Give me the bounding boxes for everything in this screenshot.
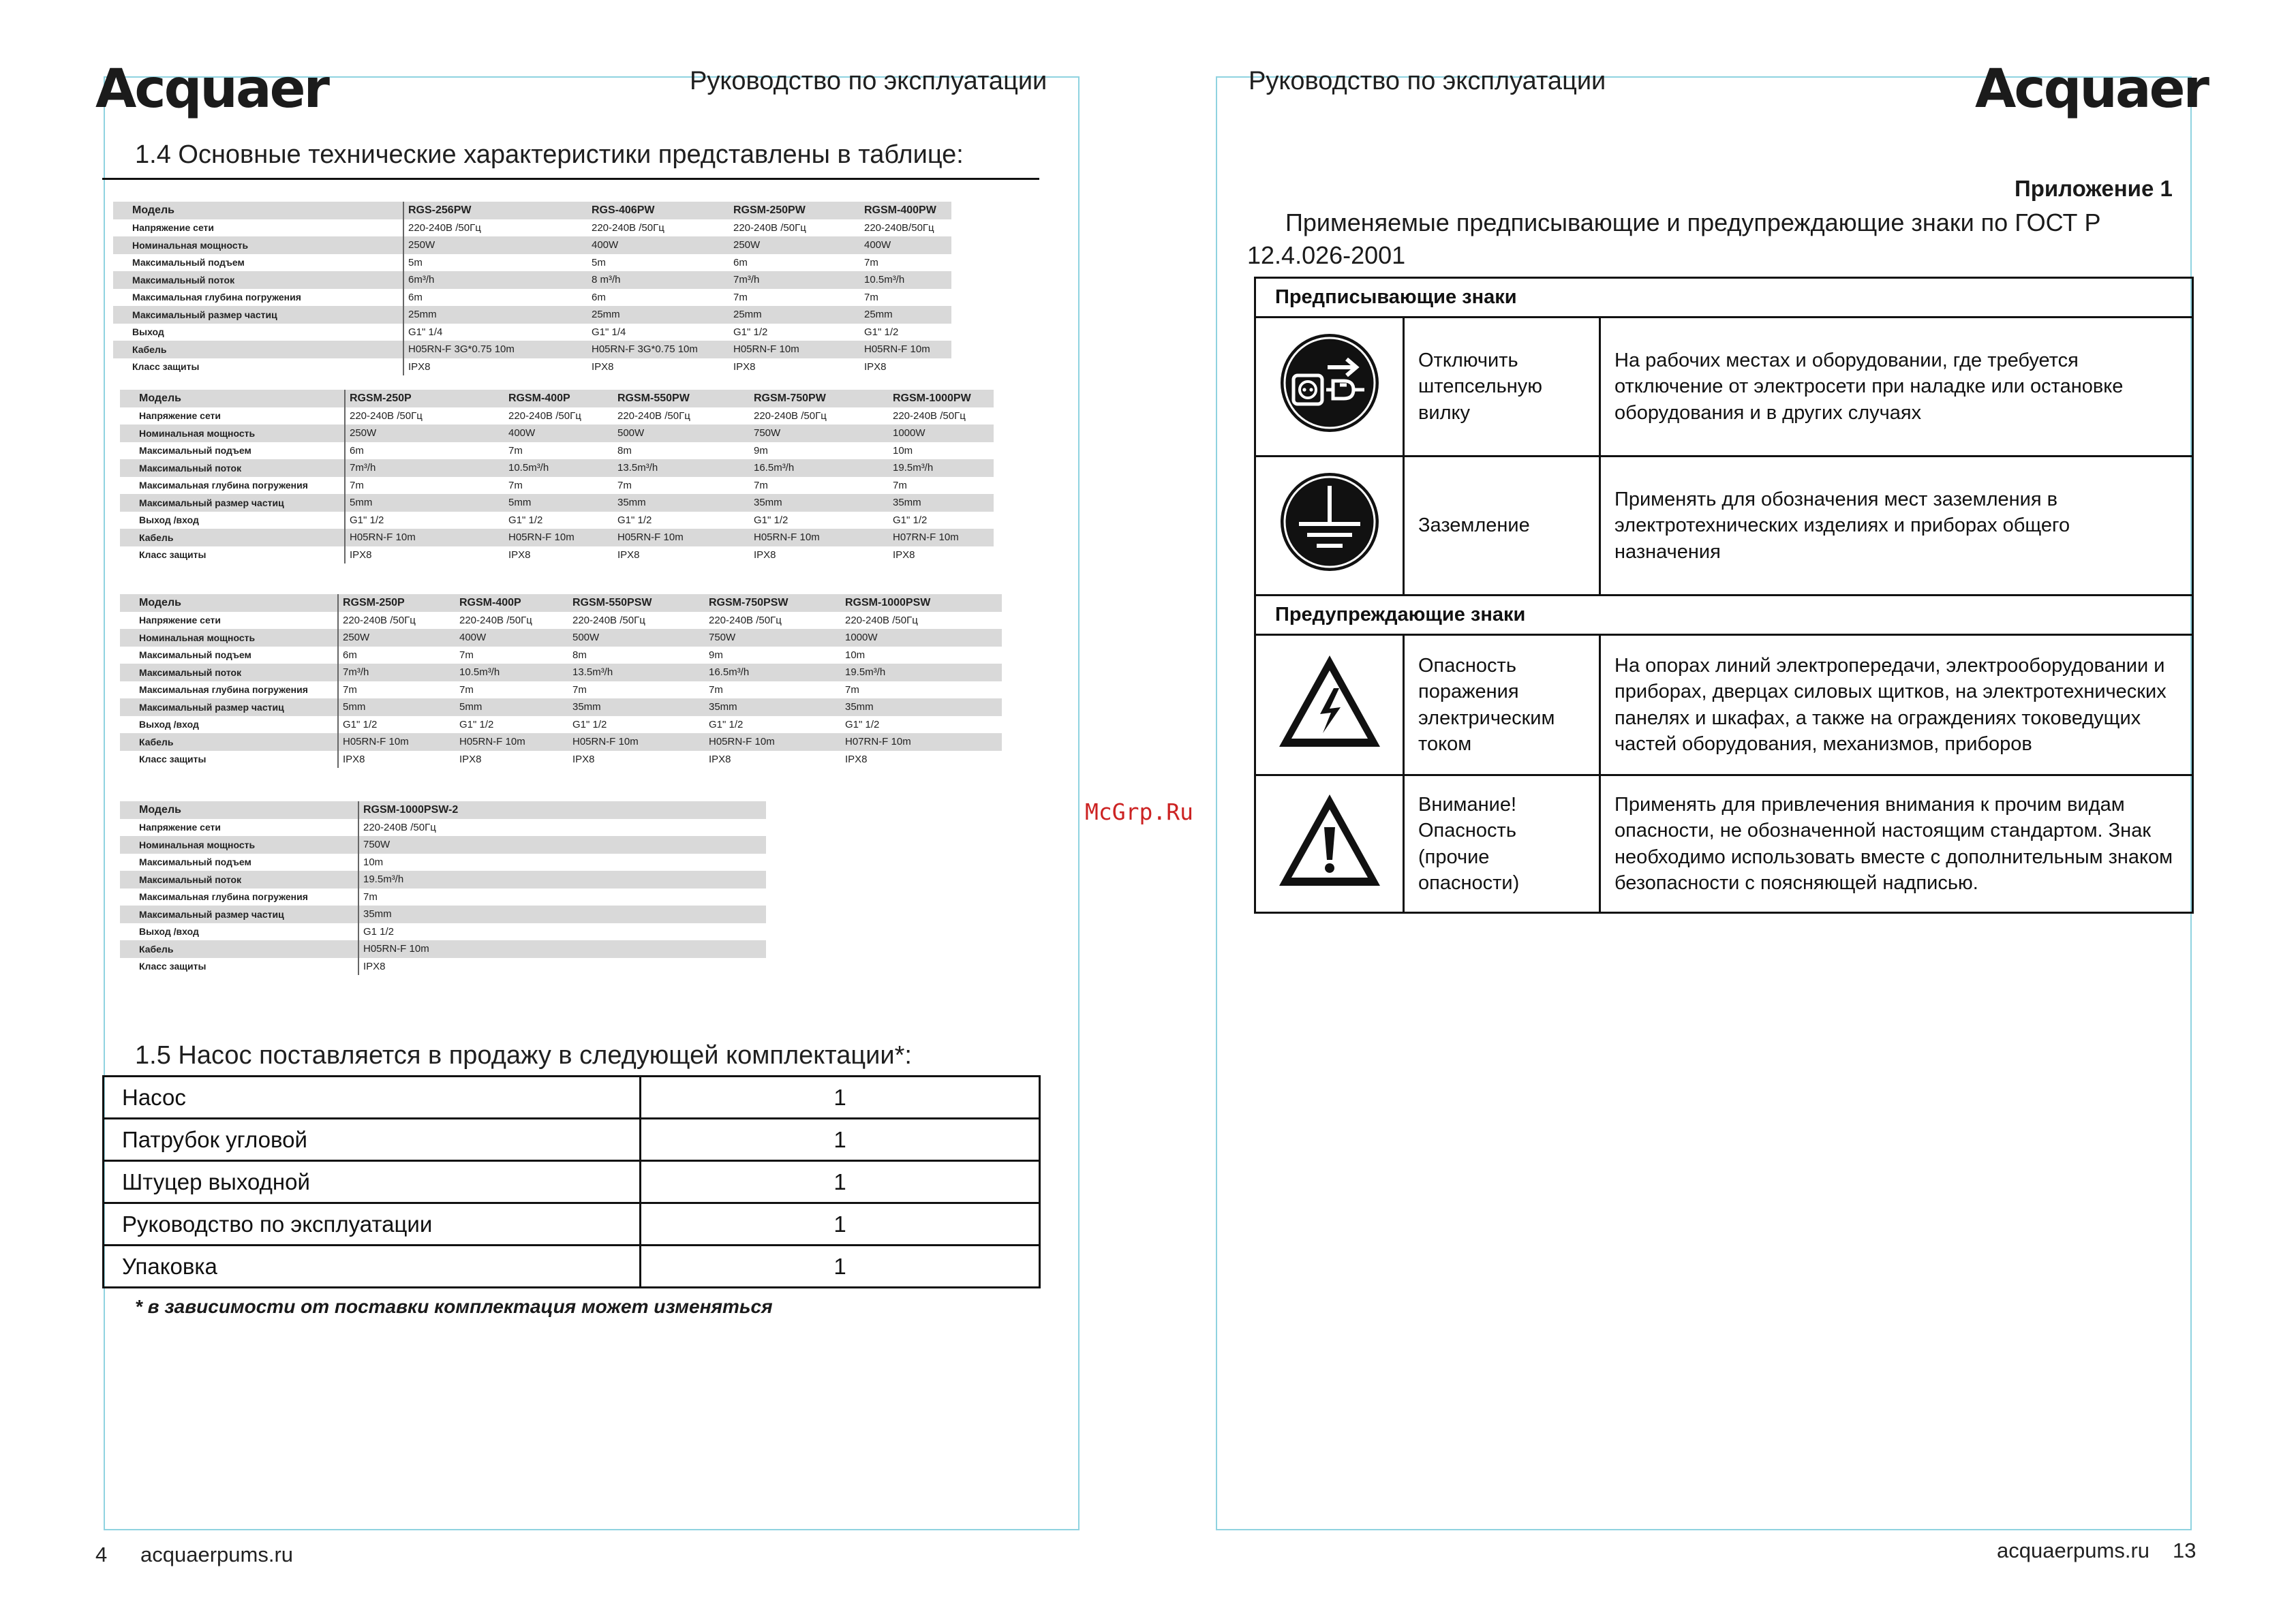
spec-value: 400W xyxy=(459,632,487,644)
spec-value: 25mm xyxy=(408,309,437,321)
spec-value: 16.5m³/h xyxy=(709,666,750,679)
spec-label: Номинальная мощность xyxy=(120,629,338,647)
intro-line-2: 12.4.026-2001 xyxy=(1247,241,1406,269)
spec-row xyxy=(113,289,951,307)
spec-label: Максимальный подъем xyxy=(113,254,403,272)
spec-value: G1 1/2 xyxy=(363,925,395,938)
kit-table xyxy=(102,1075,1041,1288)
spec-model: RGSM-400PW xyxy=(864,204,936,216)
spec-value: 9m xyxy=(754,444,768,457)
kit-qty: 1 xyxy=(641,1119,1040,1161)
spec-value: H05RN-F 10m xyxy=(459,736,525,748)
kit-note: * в зависимости от поставки комплектация может изменяться xyxy=(135,1296,773,1317)
spec-row xyxy=(120,424,994,442)
spec-row xyxy=(113,254,951,272)
spec-value: 7m xyxy=(864,256,878,268)
spec-value: G1" 1/2 xyxy=(709,718,744,730)
spec-row xyxy=(113,271,951,289)
spec-value: 10.5m³/h xyxy=(864,274,905,286)
spec-value: H05RN-F 10m xyxy=(343,736,409,748)
sign-name: Внимание! Опасность (прочие опасности) xyxy=(1404,775,1600,913)
spec-value: H05RN-F 10m xyxy=(733,343,799,356)
spec-label: Максимальная глубина погружения xyxy=(120,888,358,906)
spec-row xyxy=(120,888,766,906)
spec-value: 220-240В /50Гц xyxy=(592,221,664,234)
spec-value: 35mm xyxy=(845,701,874,713)
spec-value: 220-240В/50Гц xyxy=(864,221,934,234)
spec-value: 220-240В /50Гц xyxy=(459,614,532,626)
spec-row xyxy=(120,459,994,477)
spec-value: 750W xyxy=(709,632,736,644)
kit-row xyxy=(104,1246,1040,1288)
sign-name: Опасность поражения электрическим током xyxy=(1404,635,1600,775)
spec-model: RGSM-400P xyxy=(508,392,570,404)
spec-row xyxy=(113,358,951,376)
spec-label: Напряжение сети xyxy=(120,819,358,837)
spec-label: Кабель xyxy=(120,940,358,958)
spec-value: H05RN-F 3G*0.75 10m xyxy=(408,343,515,356)
spec-label: Максимальная глубина погружения xyxy=(113,289,403,307)
spec-value: IPX8 xyxy=(363,960,386,972)
spec-value: IPX8 xyxy=(893,548,915,561)
spec-value: 7m xyxy=(350,479,364,491)
kit-qty: 1 xyxy=(641,1077,1040,1119)
kit-qty: 1 xyxy=(641,1203,1040,1246)
spec-value: 7m xyxy=(845,683,859,696)
spec-value: 6m xyxy=(592,291,606,303)
sign-icon-cell xyxy=(1255,635,1404,775)
spec-value: IPX8 xyxy=(459,753,482,765)
exclamation-icon xyxy=(1275,789,1384,891)
spec-value: 220-240В /50Гц xyxy=(709,614,782,626)
spec-label: Номинальная мощность xyxy=(120,424,345,442)
spec-value: 220-240В /50Гц xyxy=(343,614,416,626)
spec-row xyxy=(113,236,951,254)
spec-value: 7m xyxy=(754,479,768,491)
spec-value: 6m xyxy=(343,649,357,661)
kit-qty: 1 xyxy=(641,1246,1040,1288)
spec-row xyxy=(120,923,766,941)
spec-model: RGSM-400P xyxy=(459,596,521,608)
spec-model: RGSM-750PSW xyxy=(709,596,789,608)
spec-label: Максимальный поток xyxy=(120,459,345,477)
spec-label: Максимальный размер частиц xyxy=(120,906,358,923)
spec-model: RGSM-1000PSW xyxy=(845,596,931,608)
spec-value: 500W xyxy=(617,427,645,439)
spec-label: Класс защиты xyxy=(113,358,403,376)
spec-row xyxy=(113,341,951,358)
spec-label: Номинальная мощность xyxy=(113,236,403,254)
spec-value: 19.5m³/h xyxy=(845,666,886,679)
spec-label: Класс защиты xyxy=(120,958,358,976)
spec-row xyxy=(120,529,994,546)
sign-icon-cell xyxy=(1255,457,1404,596)
spec-model: RGSM-550PW xyxy=(617,392,690,404)
spec-value: 220-240В /50Гц xyxy=(617,409,690,422)
spec-value: G1" 1/2 xyxy=(350,514,384,526)
spec-label: Выход xyxy=(113,324,403,341)
spec-value: 35mm xyxy=(617,497,646,509)
section-1-4-rule xyxy=(102,178,1039,180)
sign-row xyxy=(1255,318,2193,457)
spec-value: 25mm xyxy=(592,309,620,321)
spec-label: Модель xyxy=(120,801,358,819)
sign-description: На опорах линий электропередачи, электрооборудовании и приборах, дверцах силовых щитков, на электротехнических панелях и шкафах, а также на ограждениях токоведущих частей оборудования, механизмов, приборов xyxy=(1600,635,2193,775)
spec-value: 7m xyxy=(709,683,723,696)
watermark: McGrp.Ru xyxy=(1085,799,1193,825)
spec-value: 250W xyxy=(733,239,761,251)
spec-label: Максимальный поток xyxy=(120,664,338,681)
kit-item: Упаковка xyxy=(104,1246,641,1288)
spec-value: IPX8 xyxy=(864,360,887,373)
spec-value: 8 m³/h xyxy=(592,274,621,286)
intro-line-1: Применяемые предписывающие и предупреждающие знаки по ГОСТ Р xyxy=(1285,208,2101,236)
spec-value: G1" 1/2 xyxy=(572,718,607,730)
spec-label: Кабель xyxy=(120,733,338,751)
sign-row xyxy=(1255,457,2193,596)
spec-label: Максимальный поток xyxy=(113,271,403,289)
sign-name: Заземление xyxy=(1404,457,1600,596)
spec-value: 13.5m³/h xyxy=(617,462,658,474)
spec-value: IPX8 xyxy=(508,548,531,561)
spec-value: G1" 1/2 xyxy=(459,718,494,730)
spec-value: 400W xyxy=(864,239,891,251)
spec-value: 7m xyxy=(459,683,474,696)
spec-value: 500W xyxy=(572,632,600,644)
spec-value: 19.5m³/h xyxy=(363,874,404,886)
spec-label: Выход /вход xyxy=(120,923,358,941)
left-site: acquaerpums.ru xyxy=(140,1543,294,1566)
spec-value: 5mm xyxy=(459,701,483,713)
sign-description: На рабочих местах и оборудовании, где требуется отключение от электросети при наладке или остановке оборудования и в других случаях xyxy=(1600,318,2193,457)
spec-row xyxy=(120,751,1002,769)
spec-row xyxy=(120,836,766,854)
spec-model: RGSM-550PSW xyxy=(572,596,652,608)
spec-model: RGS-406PW xyxy=(592,204,655,216)
spec-label: Напряжение сети xyxy=(113,219,403,237)
spec-row xyxy=(120,871,766,888)
spec-row xyxy=(120,906,766,923)
kit-item: Штуцер выходной xyxy=(104,1161,641,1203)
spec-value: 25mm xyxy=(733,309,762,321)
spec-label: Кабель xyxy=(120,529,345,546)
spec-row xyxy=(120,612,1002,630)
sign-row xyxy=(1255,635,2193,775)
spec-value: 35mm xyxy=(754,497,782,509)
spec-value: IPX8 xyxy=(754,548,776,561)
spec-value: 13.5m³/h xyxy=(572,666,613,679)
sign-description: Применять для привлечения внимания к прочим видам опасности, не обозначенной настоящим стандартом. Знак необходимо использовать вместе с дополнительным знаком безопасности с поясняющей надписью. xyxy=(1600,775,2193,913)
spec-value: 7m xyxy=(733,291,748,303)
spec-label: Класс защиты xyxy=(120,751,338,769)
spec-label: Модель xyxy=(120,594,338,612)
spec-label: Кабель xyxy=(113,341,403,358)
spec-value: G1" 1/2 xyxy=(845,718,880,730)
spec-value: 220-240В /50Гц xyxy=(350,409,423,422)
spec-row xyxy=(120,546,994,564)
spec-value: IPX8 xyxy=(733,360,756,373)
spec-label: Напряжение сети xyxy=(120,407,345,425)
section-1-4-title: 1.4 Основные технические характеристики представлены в таблице: xyxy=(135,140,964,169)
spec-label: Класс защиты xyxy=(120,546,345,564)
spec-value: 7m xyxy=(572,683,587,696)
spec-row xyxy=(120,664,1002,681)
spec-row xyxy=(113,324,951,341)
spec-value: 7m xyxy=(459,649,474,661)
spec-header-row xyxy=(120,801,766,819)
spec-label: Номинальная мощность xyxy=(120,836,358,854)
spec-header-row xyxy=(113,202,951,219)
spec-value: 5mm xyxy=(343,701,366,713)
electric-hazard-icon xyxy=(1275,650,1384,752)
spec-value: 10m xyxy=(893,444,913,457)
spec-value: IPX8 xyxy=(572,753,595,765)
spec-label: Максимальная глубина погружения xyxy=(120,477,345,495)
spec-value: G1" 1/2 xyxy=(893,514,928,526)
spec-value: 10.5m³/h xyxy=(508,462,549,474)
spec-value: 220-240В /50Гц xyxy=(508,409,581,422)
spec-value: G1" 1/2 xyxy=(508,514,543,526)
spec-value: 19.5m³/h xyxy=(893,462,934,474)
kit-row xyxy=(104,1077,1040,1119)
spec-row xyxy=(120,477,994,495)
spec-row xyxy=(120,442,994,460)
kit-qty: 1 xyxy=(641,1161,1040,1203)
spec-value: IPX8 xyxy=(845,753,868,765)
spec-value: 10.5m³/h xyxy=(459,666,500,679)
spec-table-1 xyxy=(113,202,952,375)
spec-row xyxy=(120,494,994,512)
spec-value: H05RN-F 3G*0.75 10m xyxy=(592,343,698,356)
spec-value: 8m xyxy=(617,444,632,457)
spec-value: 8m xyxy=(572,649,587,661)
spec-header-row xyxy=(120,390,994,407)
spec-value: 35mm xyxy=(572,701,601,713)
spec-value: H07RN-F 10m xyxy=(845,736,911,748)
spec-value: IPX8 xyxy=(408,360,431,373)
spec-row xyxy=(113,306,951,324)
signs-table xyxy=(1254,277,2194,914)
spec-row xyxy=(120,681,1002,699)
spec-value: IPX8 xyxy=(592,360,614,373)
spec-value: 9m xyxy=(709,649,723,661)
spec-value: G1" 1/2 xyxy=(754,514,789,526)
spec-value: IPX8 xyxy=(350,548,372,561)
unplug-icon xyxy=(1279,332,1381,434)
spec-value: 7m³/h xyxy=(343,666,369,679)
spec-label: Максимальный поток xyxy=(120,871,358,888)
kit-item: Руководство по эксплуатации xyxy=(104,1203,641,1246)
spec-value: 5mm xyxy=(350,497,373,509)
kit-row xyxy=(104,1203,1040,1246)
spec-label: Максимальный подъем xyxy=(120,647,338,664)
spec-value: H05RN-F 10m xyxy=(350,531,416,544)
appendix-title: Приложение 1 xyxy=(2015,176,2173,201)
right-page-number: 13 xyxy=(2173,1539,2196,1562)
spec-value: 750W xyxy=(754,427,781,439)
ground-icon xyxy=(1279,471,1381,573)
spec-model: RGSM-1000PSW-2 xyxy=(363,803,459,816)
spec-label: Выход /вход xyxy=(120,512,345,529)
spec-value: G1" 1/4 xyxy=(408,326,443,338)
spec-value: 6m³/h xyxy=(408,274,435,286)
spec-value: 6m xyxy=(408,291,423,303)
right-header: Руководство по эксплуатации xyxy=(1249,67,1606,95)
spec-value: G1" 1/2 xyxy=(733,326,768,338)
left-page-number: 4 xyxy=(95,1543,108,1566)
spec-row xyxy=(120,407,994,425)
spec-model: RGSM-1000PW xyxy=(893,392,971,404)
spec-value: 750W xyxy=(363,839,391,851)
spec-value: H05RN-F 10m xyxy=(709,736,775,748)
kit-item: Насос xyxy=(104,1077,641,1119)
spec-value: 10m xyxy=(845,649,866,661)
spec-model: RGSM-250PW xyxy=(733,204,806,216)
spec-value: H05RN-F 10m xyxy=(363,943,429,955)
spec-model: RGSM-250P xyxy=(343,596,405,608)
spec-value: 7m xyxy=(893,479,907,491)
spec-value: G1" 1/2 xyxy=(343,718,378,730)
spec-model: RGS-256PW xyxy=(408,204,472,216)
spec-table-3 xyxy=(120,594,1002,768)
spec-row xyxy=(120,733,1002,751)
spec-value: IPX8 xyxy=(343,753,365,765)
spec-value: 220-240В /50Гц xyxy=(733,221,806,234)
spec-header-row xyxy=(120,594,1002,612)
sign-icon-cell xyxy=(1255,318,1404,457)
spec-value: 220-240В /50Гц xyxy=(572,614,645,626)
spec-value: 7m³/h xyxy=(350,462,376,474)
spec-model: RGSM-750PW xyxy=(754,392,826,404)
spec-row xyxy=(120,819,766,837)
right-site: acquaerpums.ru xyxy=(1997,1539,2150,1562)
spec-value: H05RN-F 10m xyxy=(572,736,639,748)
spec-value: H05RN-F 10m xyxy=(754,531,820,544)
spec-value: 1000W xyxy=(893,427,925,439)
section-1-5-title: 1.5 Насос поставляется в продажу в следующей комплектации*: xyxy=(135,1041,912,1070)
spec-value: 10m xyxy=(363,856,384,868)
spec-row xyxy=(120,940,766,958)
spec-value: IPX8 xyxy=(617,548,640,561)
spec-label: Модель xyxy=(113,202,403,219)
spec-value: 35mm xyxy=(893,497,921,509)
spec-value: 7m³/h xyxy=(733,274,760,286)
spec-label: Модель xyxy=(120,390,345,407)
sign-icon-cell xyxy=(1255,775,1404,913)
spec-label: Напряжение сети xyxy=(120,612,338,630)
spec-value: 5m xyxy=(408,256,423,268)
spec-value: 220-240В /50Гц xyxy=(408,221,481,234)
kit-row xyxy=(104,1161,1040,1203)
spec-row xyxy=(113,219,951,237)
spec-value: 220-240В /50Гц xyxy=(893,409,966,422)
spec-value: 5m xyxy=(592,256,606,268)
spec-row xyxy=(120,716,1002,734)
spec-value: 35mm xyxy=(363,908,392,921)
spec-value: G1" 1/2 xyxy=(864,326,899,338)
spec-row xyxy=(120,512,994,529)
spec-table-2 xyxy=(120,390,994,563)
spec-value: 7m xyxy=(508,444,523,457)
spec-value: 7m xyxy=(343,683,357,696)
spec-value: 250W xyxy=(408,239,435,251)
spec-value: H07RN-F 10m xyxy=(893,531,959,544)
spec-value: 250W xyxy=(343,632,370,644)
spec-label: Максимальный размер частиц xyxy=(113,306,403,324)
kit-item: Патрубок угловой xyxy=(104,1119,641,1161)
spec-row xyxy=(120,647,1002,664)
spec-row xyxy=(120,698,1002,716)
left-header: Руководство по эксплуатации xyxy=(690,67,1047,95)
left-logo: Acquaer xyxy=(95,59,328,120)
spec-row xyxy=(120,958,766,976)
spec-value: 1000W xyxy=(845,632,878,644)
prescriptive-section-title: Предписывающие знаки xyxy=(1255,278,2193,318)
spec-value: 250W xyxy=(350,427,377,439)
kit-row xyxy=(104,1119,1040,1161)
spec-value: 400W xyxy=(592,239,619,251)
spec-value: IPX8 xyxy=(709,753,731,765)
spec-value: 7m xyxy=(363,891,378,903)
right-logo: Acquaer xyxy=(1975,59,2207,120)
spec-label: Максимальный подъем xyxy=(120,442,345,460)
sign-name: Отключить штепсельную вилку xyxy=(1404,318,1600,457)
spec-value: H05RN-F 10m xyxy=(508,531,575,544)
spec-value: G1" 1/4 xyxy=(592,326,626,338)
spec-label: Максимальный размер частиц xyxy=(120,698,338,716)
spec-value: 35mm xyxy=(709,701,737,713)
spec-row xyxy=(120,854,766,871)
spec-label: Выход /вход xyxy=(120,716,338,734)
spec-label: Максимальный размер частиц xyxy=(120,494,345,512)
spec-value: 7m xyxy=(508,479,523,491)
spec-value: 16.5m³/h xyxy=(754,462,795,474)
spec-value: 6m xyxy=(733,256,748,268)
spec-value: 7m xyxy=(864,291,878,303)
spec-value: 220-240В /50Гц xyxy=(845,614,918,626)
spec-value: 25mm xyxy=(864,309,893,321)
spec-value: 5mm xyxy=(508,497,532,509)
spec-value: 220-240В /50Гц xyxy=(754,409,827,422)
spec-value: 6m xyxy=(350,444,364,457)
spec-row xyxy=(120,629,1002,647)
spec-value: G1" 1/2 xyxy=(617,514,652,526)
spec-value: 7m xyxy=(617,479,632,491)
sign-description: Применять для обозначения мест заземления в электротехнических изделиях и приборах общего назначения xyxy=(1600,457,2193,596)
spec-value: H05RN-F 10m xyxy=(864,343,930,356)
spec-table-4 xyxy=(120,801,766,975)
warning-section-title: Предупреждающие знаки xyxy=(1255,596,2193,635)
spec-value: H05RN-F 10m xyxy=(617,531,684,544)
spec-label: Максимальный подъем xyxy=(120,854,358,871)
spec-value: 220-240В /50Гц xyxy=(363,821,436,833)
sign-row xyxy=(1255,775,2193,913)
spec-value: 400W xyxy=(508,427,536,439)
spec-label: Максимальная глубина погружения xyxy=(120,681,338,699)
spec-model: RGSM-250P xyxy=(350,392,412,404)
